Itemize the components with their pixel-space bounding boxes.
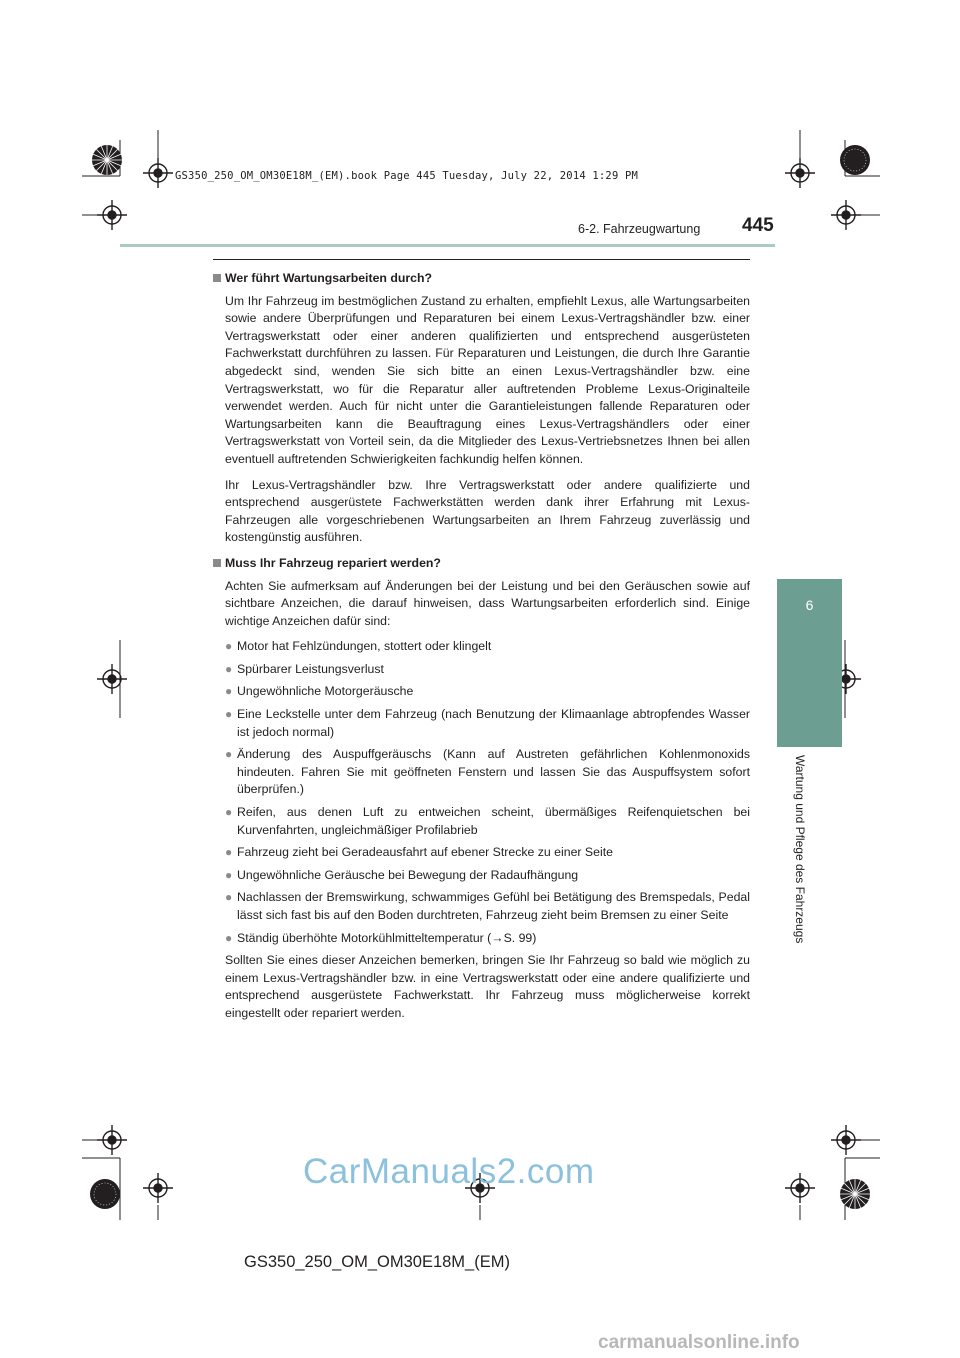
list-item-text: Eine Leckstelle unter dem Fahrzeug (nach Benutzung der Klimaanlage abtropfendes Wasser ist jedoch normal) bbox=[237, 707, 750, 739]
round-bullet-icon: ● bbox=[225, 684, 233, 699]
section-heading bbox=[213, 555, 750, 573]
crosshair-registration-icon bbox=[831, 1125, 861, 1155]
crosshair-registration-icon bbox=[831, 200, 861, 230]
chapter-label: Wartung und Pflege des Fahrzeugs bbox=[793, 755, 807, 944]
list-item-text: Fahrzeug zieht bei Geradeausfahrt auf ebener Strecke zu einer Seite bbox=[237, 845, 613, 860]
list-item bbox=[225, 638, 750, 656]
list-item bbox=[225, 683, 750, 701]
list-item-text: Nachlassen der Bremswirkung, schwammiges Gefühl bei Betätigung des Bremspedals, Pedal lässt sich fast bis auf den Boden durchtreten, Fahrzeug zieht beim Bremsen zu einer Seite bbox=[237, 890, 750, 922]
round-bullet-icon: ● bbox=[225, 639, 233, 654]
chapter-tab bbox=[777, 579, 842, 747]
round-bullet-icon: ● bbox=[225, 930, 233, 945]
starburst-target-icon bbox=[840, 1179, 870, 1209]
print-stamp: GS350_250_OM_OM30E18M_(EM).book Page 445 Tuesday, July 22, 2014 1:29 PM bbox=[175, 170, 639, 182]
crosshair-registration-icon bbox=[143, 1173, 173, 1203]
content-rule bbox=[213, 259, 750, 260]
crosshair-registration-icon bbox=[143, 158, 173, 188]
page-content bbox=[213, 270, 750, 1031]
section-heading-text: Muss Ihr Fahrzeug repariert werden? bbox=[225, 555, 441, 570]
round-bullet-icon: ● bbox=[225, 845, 233, 860]
list-item-text: Ungewöhnliche Geräusche bei Bewegung der Radaufhängung bbox=[237, 867, 579, 882]
watermark-carmanuals2[interactable]: CarManuals2.com bbox=[303, 1152, 595, 1191]
list-item bbox=[225, 746, 750, 799]
watermark-carmanualsonline[interactable]: carmanualsonline.info bbox=[598, 1332, 800, 1353]
list-item bbox=[225, 844, 750, 862]
list-item bbox=[225, 661, 750, 679]
paragraph: Ihr Lexus-Vertragshändler bzw. Ihre Vertragswerkstatt oder andere qualifizierte und entsprechend ausgerüstete Fachwerkstätten werden dank ihrer Erfahrung mit Lexus-Fahrzeugen alle vorgeschriebenen Wartungsarbeiten an Ihrem Fahrzeug zuverlässig und kostengünstig ausführen. bbox=[225, 477, 750, 545]
section-heading-text: Wer führt Wartungsarbeiten durch? bbox=[225, 271, 433, 285]
section-heading bbox=[213, 270, 750, 288]
crosshair-registration-icon bbox=[97, 200, 127, 230]
chapter-number: 6 bbox=[805, 597, 814, 613]
section-label: 6-2. Fahrzeugwartung bbox=[578, 222, 701, 236]
round-bullet-icon: ● bbox=[225, 805, 233, 820]
square-bullet-icon bbox=[213, 559, 221, 567]
round-bullet-icon: ● bbox=[225, 747, 233, 762]
list-item-text: Spürbarer Leistungsverlust bbox=[237, 661, 384, 676]
starburst-target-icon bbox=[90, 1179, 120, 1209]
list-item bbox=[225, 867, 750, 885]
list-item bbox=[225, 930, 750, 948]
list-item-text: Motor hat Fehlzündungen, stottert oder klingelt bbox=[237, 639, 492, 654]
round-bullet-icon: ● bbox=[225, 707, 233, 722]
paragraph: Um Ihr Fahrzeug im bestmöglichen Zustand zu erhalten, empfiehlt Lexus, alle Wartungsarbeiten sowie andere Überprüfungen und Reparaturen bei einem Lexus-Vertragshändler bzw. einer Vertragswerkstatt oder einer anderen qualifizierten und entsprechend ausgerüsteten Fachwerkstatt durchführen zu lassen. Für Reparaturen und Leistungen, die durch Ihre Garantie abgedeckt sind, wenden Sie sich bitte an einen Lexus-Vertragshändler bzw. eine Vertragswerkstatt, wo für die Reparatur aller auftretenden Probleme Lexus-Originalteile verwendet werden. Auch für nicht unter die Garantieleistungen fallende Reparaturen oder Wartungsarbeiten kann die Beauftragung eines Lexus-Vertragshändlers oder einer Vertragswerkstatt von Vorteil sein, da die Mitglieder des Lexus-Vertriebsnetzes Ihnen bei allen eventuell auftretenden Schwierigkeiten fachkundig helfen können. bbox=[225, 293, 750, 466]
starburst-target-icon bbox=[840, 145, 870, 175]
list-item bbox=[225, 889, 750, 924]
paragraph: Sollten Sie eines dieser Anzeichen bemerken, bringen Sie Ihr Fahrzeug so bald wie möglich zu einem Lexus-Vertragshändler bzw. in eine Vertragswerkstatt oder eine andere qualifizierte und entsprechend ausgerüstete Fachwerkstatt. Ihr Fahrzeug muss möglicherweise korrekt eingestellt oder repariert werden. bbox=[225, 953, 750, 1020]
starburst-target-icon bbox=[92, 145, 122, 175]
list-item-text: Reifen, aus denen Luft zu entweichen scheint, übermäßiges Reifenquietschen bei Kurvenfahrten, ungleichmäßiger Profilabrieb bbox=[237, 805, 750, 837]
round-bullet-icon: ● bbox=[225, 661, 233, 676]
crosshair-registration-icon bbox=[785, 158, 815, 188]
crosshair-registration-icon bbox=[97, 1125, 127, 1155]
page-number: 445 bbox=[742, 215, 774, 236]
list-item-text: Änderung des Auspuffgeräuschs (Kann auf Austreten gefährlichen Kohlenmonoxids hindeuten. Fahren Sie mit geöffneten Fenstern und lassen Sie das Auspuffsystem sofort überprüfen.) bbox=[237, 747, 750, 797]
header-rule bbox=[120, 244, 775, 247]
square-bullet-icon bbox=[213, 274, 221, 282]
list-item-text: Ungewöhnliche Motorgeräusche bbox=[237, 684, 414, 699]
crosshair-registration-icon bbox=[785, 1173, 815, 1203]
paragraph: Achten Sie aufmerksam auf Änderungen bei der Leistung und bei den Geräuschen sowie auf sichtbare Anzeichen, die darauf hinweisen, dass Wartungsarbeiten erforderlich sind. Einige wichtige Anzeichen dafür sind: bbox=[225, 578, 750, 628]
crosshair-registration-icon bbox=[97, 664, 127, 694]
list-item bbox=[225, 804, 750, 839]
list-item bbox=[225, 706, 750, 741]
list-item-text: Ständig überhöhte Motorkühlmitteltemperatur (→S. 99) bbox=[237, 930, 537, 945]
footer-code: GS350_250_OM_OM30E18M_(EM) bbox=[244, 1253, 510, 1271]
round-bullet-icon: ● bbox=[225, 890, 233, 905]
round-bullet-icon: ● bbox=[225, 867, 233, 882]
